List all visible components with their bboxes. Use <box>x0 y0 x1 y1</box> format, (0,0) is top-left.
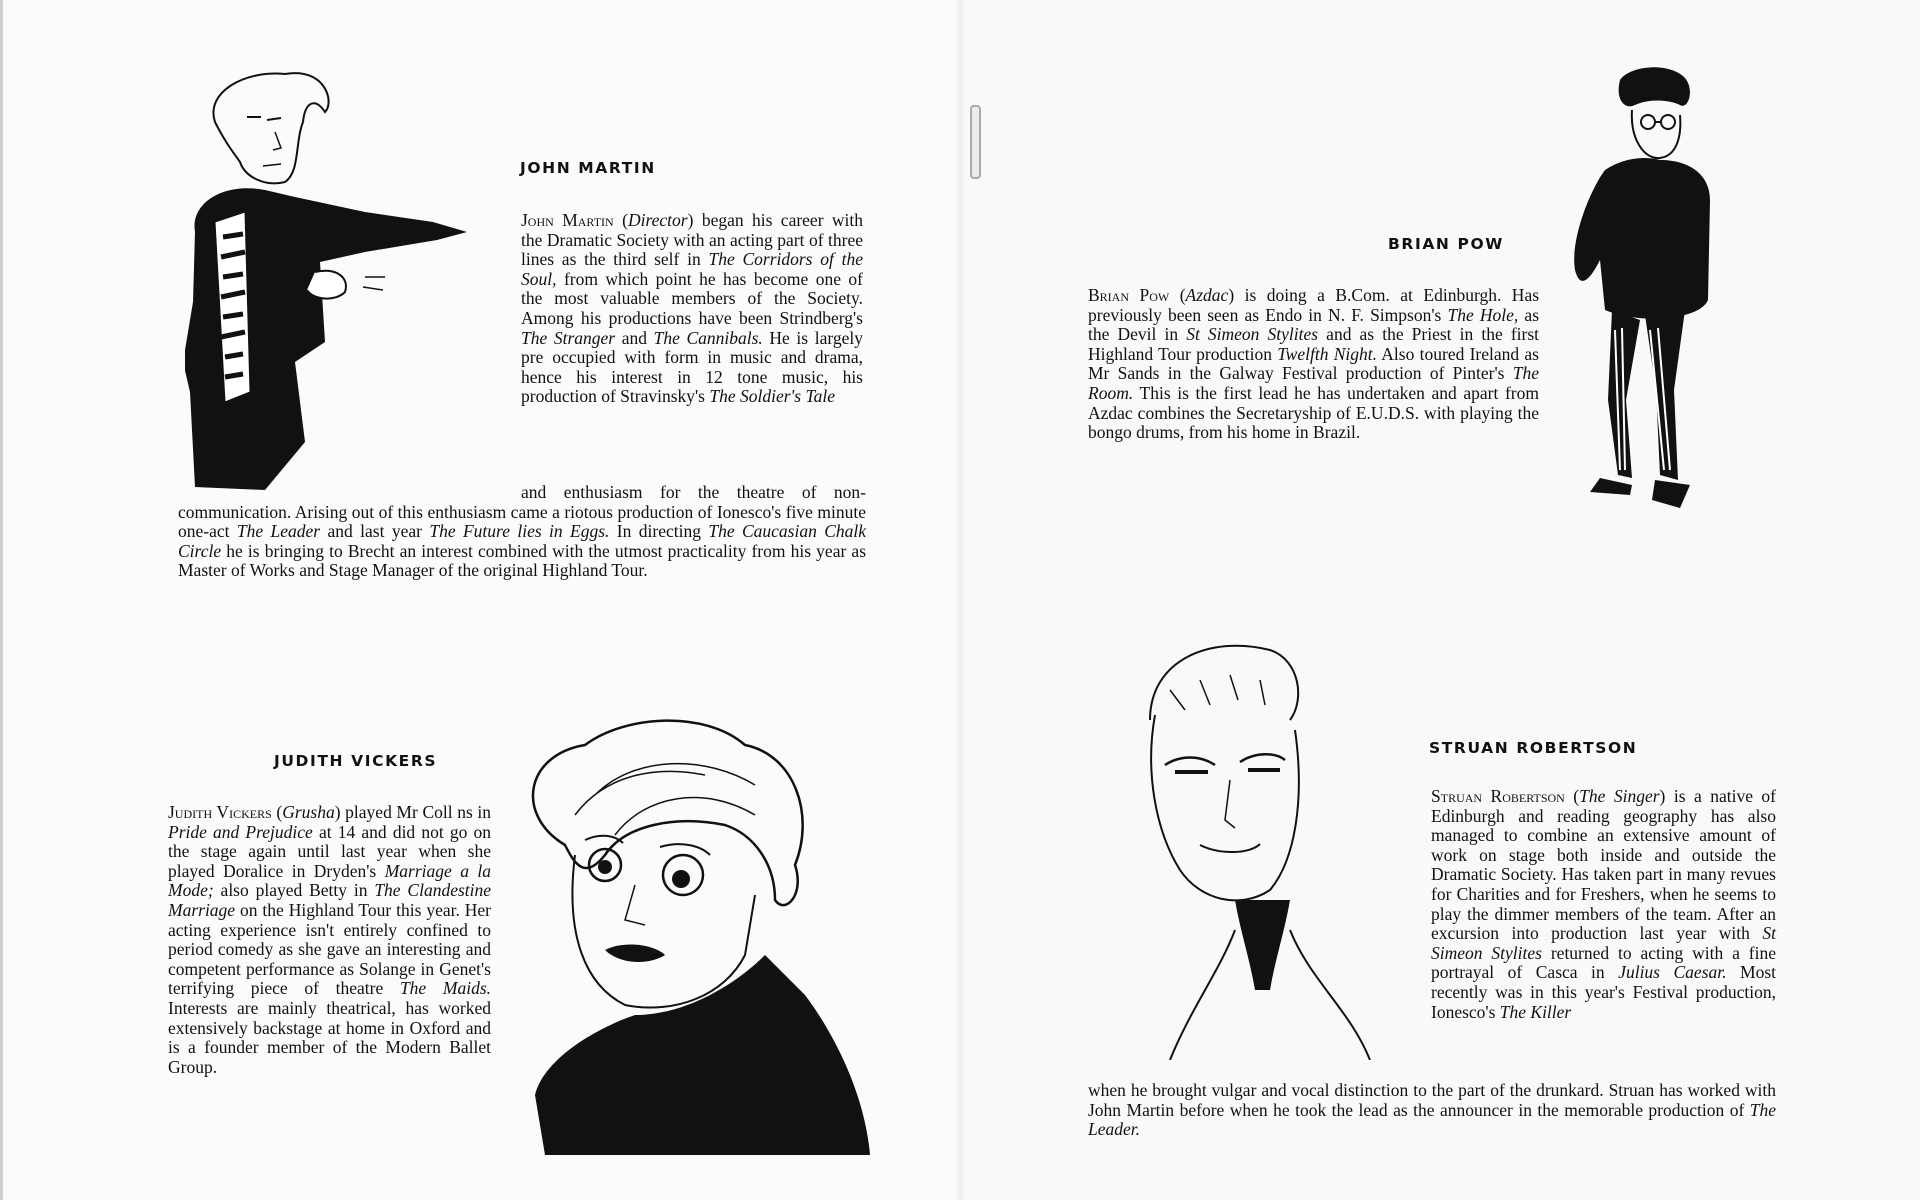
brian-pow-heading: BRIAN POW <box>1388 235 1504 253</box>
brian-pow-illustration <box>1560 60 1730 515</box>
john-martin-heading: JOHN MARTIN <box>520 159 656 177</box>
page-gutter <box>955 0 965 1200</box>
john-martin-bio-top: John Martin (Director) began his career with the Dramatic Society with an acting part of three lines as the third self in The Corridors of the Soul, from which point he has become one of the most valuable members of the Society. Among his productions have been Strindberg's The Stranger and The Cannibals. He is largely pre occupied with form in music and drama, hence his interest in 12 tone music, his production of Stravinsky's The Soldier's Tale <box>521 210 864 407</box>
struan-robertson-bio-bottom: when he brought vulgar and vocal distinction to the part of the drunkard. Struan has worked with John Martin before when he took the lead as the announcer in the memorable production of The Leader. <box>1088 1080 1776 1140</box>
judith-vickers-heading: JUDITH VICKERS <box>274 752 438 770</box>
john-martin-bio-bottom: and enthusiasm for the theatre of non-communication. Arising out of this enthusiasm came a riotous production of Ionesco's five minute one-act The Leader and last year The Future lies in Eggs. In directing The Caucasian Chalk Circle he is bringing to Brecht an interest combined with the utmost practicality from his year as Master of Works and Stage Manager of the original Highland Tour. <box>178 482 867 581</box>
brian-pow-bio: Brian Pow (Azdac) is doing a B.Com. at Edinburgh. Has previously been seen as Endo in N. F. Simpson's The Hole, as the Devil in St Simeon Stylites and as the Priest in the first Highland Tour production Twelfth Night. Also toured Ireland as Mr Sands in the Galway Festival production of Pinter's The Room. This is the first lead he has undertaken and apart from Azdac combines the Secretaryship of E.U.D.S. with playing the bongo drums, from his home in Brazil. <box>1088 285 1540 443</box>
struan-robertson-bio-top: Struan Robertson (The Singer) is a native of Edinburgh and reading geography has also managed to combine an extensive amount of work on stage both inside and outside the Dramatic Society. Has taken part in many revues for Charities and for Freshers, when he seems to play the dimmer members of the team. After an excursion into production last year with St Simeon Stylites returned to acting with a fine portrayal of Casca in Julius Caesar. Most recently was in this year's Festival production, Ionesco's The Killer <box>1431 786 1777 1022</box>
john-martin-illustration <box>185 62 475 497</box>
bio-name: John Martin <box>521 210 614 230</box>
staple-top <box>970 105 981 179</box>
struan-robertson-illustration <box>1130 630 1390 1060</box>
struan-robertson-heading: STRUAN ROBERTSON <box>1429 739 1638 757</box>
judith-vickers-illustration <box>505 715 875 1155</box>
bio-role: Director <box>627 210 688 230</box>
judith-vickers-bio: Judith Vickers (Grusha) played Mr Coll ns in Pride and Prejudice at 14 and did not go on the stage again until last year when she played Doralice in Dryden's Marriage a la Mode; also played Betty in The Clandestine Marriage on the Highland Tour this year. Her acting experience isn't entirely confined to period comedy as she gave an interesting and competent performance as Solange in Genet's terrifying piece of theatre The Maids. Interests are mainly theatrical, has worked extensively backstage at home in Oxford and is a founder member of the Modern Ballet Group. <box>168 802 492 1077</box>
